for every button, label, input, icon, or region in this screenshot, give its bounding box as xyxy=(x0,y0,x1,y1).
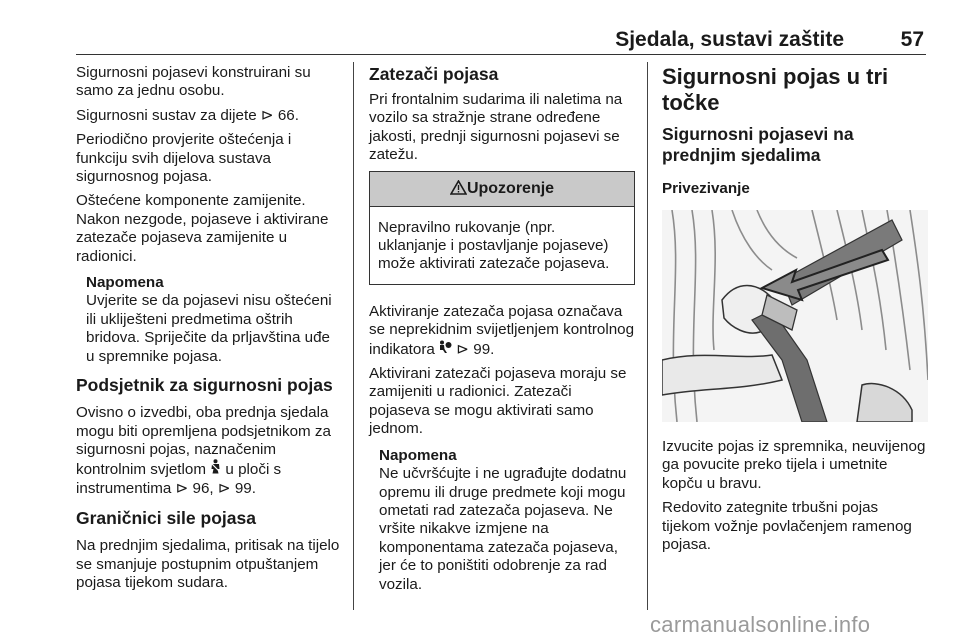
paragraph: Redovito zategnite trbušni pojas tijekom vožnje povlačenjem ramenog pojasa. xyxy=(662,499,912,554)
section-heading: Graničnici sile pojasa xyxy=(76,508,256,529)
paragraph: Na prednjim sjedalima, pritisak na tijelo se smanjuje postupnim otpuštanjem pojasa tijekom sudara. xyxy=(76,537,340,591)
text-span: ⊳ 99. xyxy=(452,340,495,358)
warning-header xyxy=(370,172,634,207)
text-span: Aktiviranje zatezača pojasa označava se neprekidnim svijetljenjem kontrolnog indikatora xyxy=(369,302,635,358)
paragraph: Periodično provjerite oštećenja i funkciju svih dijelova sustava sigurnosnog pojasa. xyxy=(76,131,292,186)
page-number: 57 xyxy=(900,28,924,51)
paragraph: Sigurnosni pojasevi konstruirani su samo za jednu osobu. xyxy=(76,64,311,100)
subsubsection-heading: Privezivanje xyxy=(662,180,750,197)
warning-title: Upozorenje xyxy=(466,179,555,197)
note-label: Napomena xyxy=(86,274,164,292)
seatbelt-fastening-illustration xyxy=(662,210,928,422)
seatbelt-reminder-icon xyxy=(210,462,221,477)
warning-box xyxy=(369,171,635,285)
page-header xyxy=(76,28,926,55)
column-right xyxy=(662,64,928,560)
paragraph: Aktivirani zatezači pojaseva moraju se zamijeniti u radionici. Zatezači pojaseva se mogu aktivirati samo jednom. xyxy=(369,365,627,438)
paragraph: Oštećene komponente zamijenite. Nakon nezgode, pojaseve i aktivirane zatezače pojaseva zamijenite u radionici. xyxy=(76,192,329,265)
paragraph: Izvucite pojas iz spremnika, neuvijenog ga povucite preko tijela i umetnite kopču u bravu. xyxy=(662,438,926,492)
paragraph xyxy=(76,404,342,498)
column-left xyxy=(76,64,342,598)
text-span: Ovisno o izvedbi, oba prednja sjedala mogu biti opremljena podsjetnikom za sigurnosni pojas, naznačenim kontrolnim svjetlom xyxy=(76,404,331,479)
watermark: carmanualsonline.info xyxy=(650,612,871,637)
column-middle xyxy=(369,64,635,603)
column-divider xyxy=(647,62,648,610)
subsection-heading: Sigurnosni pojasevi na prednjim sjedalima xyxy=(662,124,854,165)
note-label: Napomena xyxy=(379,446,457,464)
note-box xyxy=(379,447,635,594)
section-heading: Zatezači pojasa xyxy=(369,64,499,84)
airbag-indicator-icon xyxy=(439,341,452,358)
warning-triangle-icon xyxy=(450,180,467,197)
column-divider xyxy=(353,62,354,610)
note-text: Ne učvršćujte i ne ugrađujte dodatnu opremu ili druge predmete koji mogu ometati rad zatezača pojaseva. Ne vršite nikakve izmjene na komponentama zatezača pojaseva, jer će to poništiti odobrenje za rad vozila. xyxy=(379,465,627,593)
text-span: u ploči s instrumentima ⊳ 96, ⊳ 99. xyxy=(76,461,282,497)
note-text: Uvjerite se da pojasevi nisu oštećeni ili ukliješteni predmetima oštrih bridova. Spriječite da prljavština uđe u spremnike pojasa. xyxy=(86,292,332,365)
note-box xyxy=(86,274,342,366)
paragraph xyxy=(369,303,635,359)
chapter-title: Sjedala, sustavi zaštite xyxy=(615,28,844,51)
paragraph: Pri frontalnim sudarima ili naletima na vozilo sa stražnje strane određene jakosti, prednji sigurnosni pojasevi se zatežu. xyxy=(369,91,623,164)
section-heading: Podsjetnik za sigurnosni pojas xyxy=(76,375,333,396)
section-title: Sigurnosni pojas u tri točke xyxy=(662,64,889,115)
paragraph: Sigurnosni sustav za dijete ⊳ 66. xyxy=(76,106,299,124)
warning-text: Nepravilno rukovanje (npr. uklanjanje i postavljanje pojaseve) može aktivirati zatezače pojaseva. xyxy=(378,218,610,273)
